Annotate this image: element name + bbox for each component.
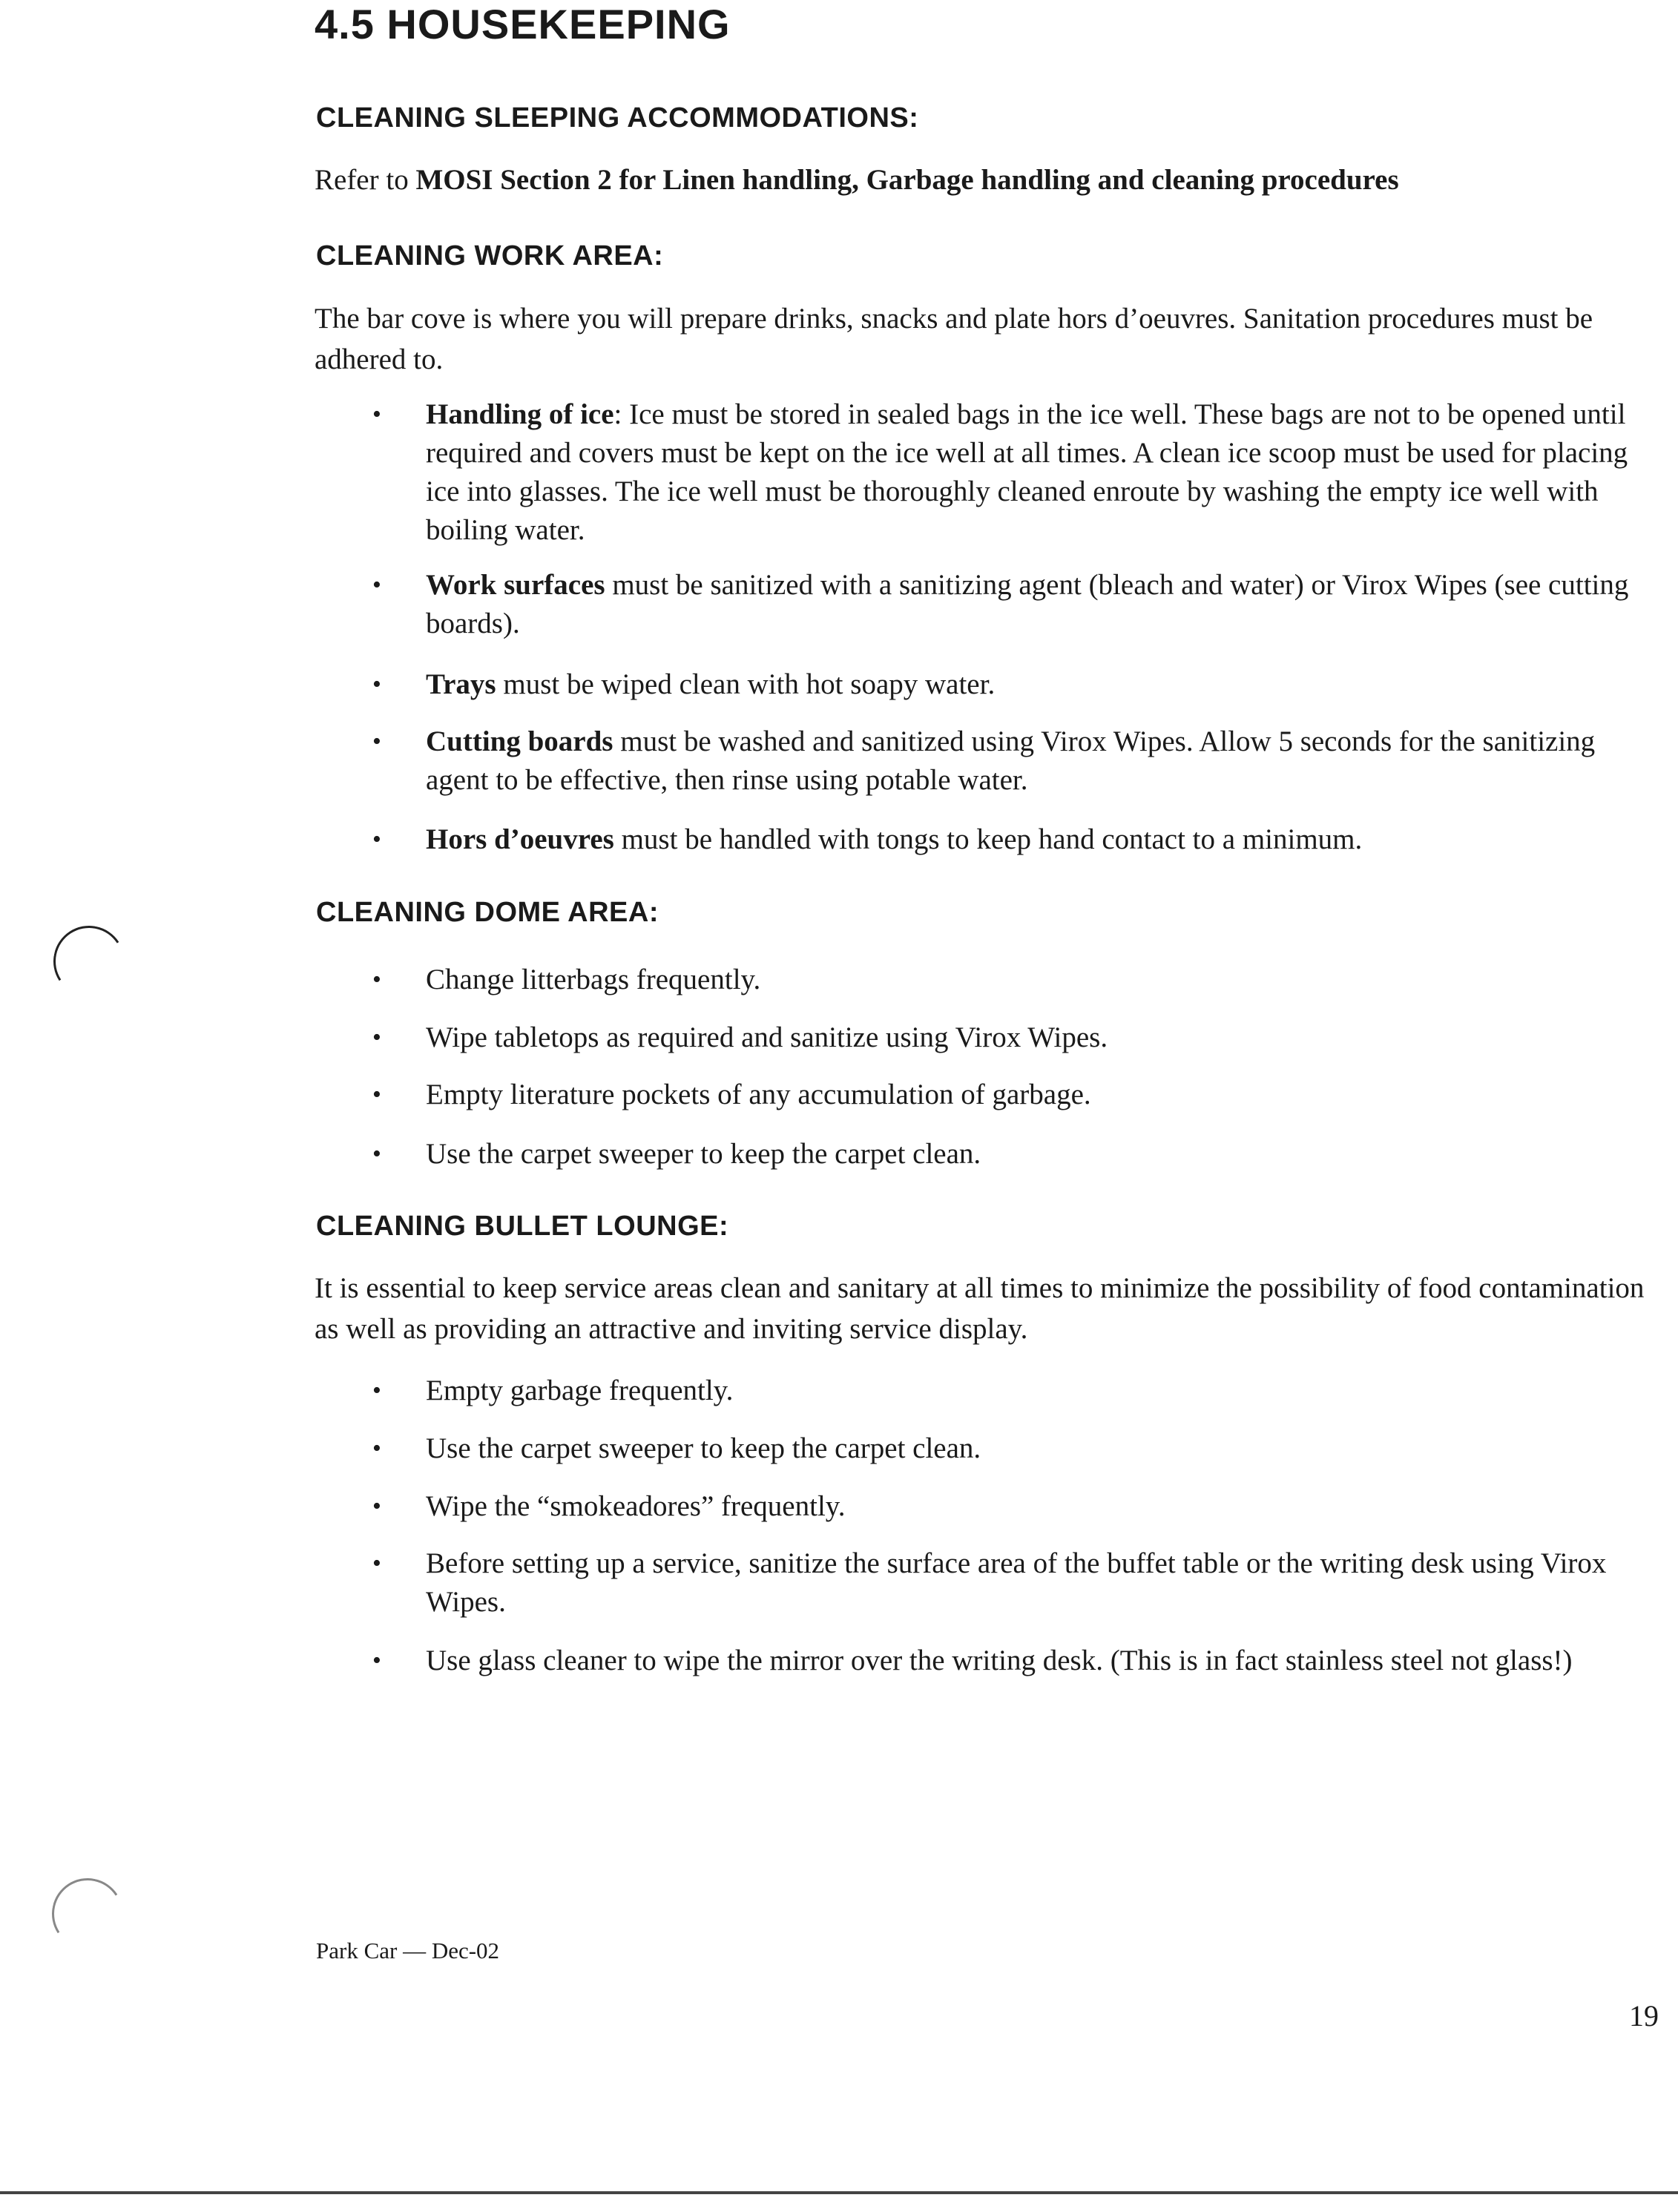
binder-hole-arc-icon (47, 919, 131, 1004)
bullet-dot: • (372, 1024, 381, 1051)
bullet-text: must be handled with tongs to keep hand contact to a minimum. (613, 823, 1363, 855)
bullet-item (372, 665, 1657, 704)
bullet-lead: Handling of ice (426, 398, 614, 430)
bullet-text: Before setting up a service, sanitize the surface area of the buffet table or the writing desk using Virox Wipes. (426, 1547, 1607, 1618)
bullet-dot: • (372, 571, 381, 599)
bullet-item (372, 820, 1657, 859)
bullet-item (372, 395, 1657, 550)
bullet-dot: • (372, 671, 381, 698)
bullet-item (372, 1018, 1657, 1057)
bullet-dot: • (372, 1081, 381, 1108)
bullet-item (372, 722, 1657, 800)
bullet-item (372, 566, 1657, 643)
page-footer: Park Car — Dec-02 (316, 1938, 500, 1964)
bullet-item (372, 1642, 1657, 1680)
bullet-text: Wipe tabletops as required and sanitize using Virox Wipes. (426, 1021, 1108, 1053)
bullet-item (372, 1372, 1657, 1410)
bullet-text: Empty garbage frequently. (426, 1375, 734, 1406)
section-para-bullet-lounge: It is essential to keep service areas clean and sanitary at all times to minimize the possibility of food contamination as well as providing an attractive and inviting service display. (315, 1272, 1645, 1345)
bullet-text: must be washed and sanitized using Virox Wipes. Allow 5 seconds for the sanitizing agent to be effective, then rinse using potable water. (426, 725, 1596, 796)
bullet-text: Wipe the “smokeadores” frequently. (426, 1490, 846, 1522)
bottom-rule (0, 2191, 1678, 2194)
bullet-dot: • (372, 1550, 381, 1577)
bullet-lead: Cutting boards (426, 725, 613, 757)
bullet-item (372, 961, 1657, 999)
section-para-sleeping (315, 159, 1650, 201)
bullet-dot: • (372, 1140, 381, 1168)
bullet-text: Use the carpet sweeper to keep the carpet clean. (426, 1138, 981, 1170)
section-heading-sleeping: CLEANING SLEEPING ACCOMMODATIONS: (316, 102, 919, 134)
bullet-item (372, 1544, 1657, 1622)
bullet-dot: • (372, 1435, 381, 1462)
para-prefix: Refer to (315, 164, 416, 196)
bullet-dot: • (372, 401, 381, 428)
bullet-text: Use glass cleaner to wipe the mirror over the writing desk. (This is in fact stainless steel not glass!) (426, 1645, 1573, 1676)
bullet-lead: Hors d’oeuvres (426, 823, 614, 855)
bullet-dot: • (372, 1647, 381, 1674)
page-number: 19 (1629, 1999, 1659, 2032)
para-bold-text: MOSI Section 2 for Linen handling, Garbage handling and cleaning procedures (415, 164, 1399, 196)
section-heading-bullet-lounge: CLEANING BULLET LOUNGE: (316, 1211, 729, 1242)
section-para-work-area: The bar cove is where you will prepare drinks, snacks and plate hors d’oeuvres. Sanitation procedures must be adhered to. (315, 303, 1593, 375)
bullet-text: Use the carpet sweeper to keep the carpet clean. (426, 1432, 981, 1464)
bullet-dot: • (372, 826, 381, 853)
bullet-lead: Trays (426, 668, 496, 700)
bullet-text: must be sanitized with a sanitizing agent (bleach and water) or Virox Wipes (see cutting boards). (426, 569, 1629, 639)
bullet-dot: • (372, 728, 381, 755)
bullet-item (372, 1429, 1657, 1468)
page-title: 4.5 HOUSEKEEPING (315, 1, 731, 47)
bullet-text: must be wiped clean with hot soapy water. (496, 668, 996, 700)
bullet-text: Change litterbags frequently. (426, 964, 761, 995)
bullet-dot: • (372, 1377, 381, 1404)
binder-hole-arc-icon (45, 1872, 130, 1956)
bullet-text: Empty literature pockets of any accumulation of garbage. (426, 1079, 1091, 1110)
bullet-lead: Work surfaces (426, 569, 605, 601)
bullet-item (372, 1487, 1657, 1526)
section-heading-dome-area: CLEANING DOME AREA: (316, 897, 659, 928)
bullet-item (372, 1135, 1657, 1174)
bullet-dot: • (372, 1492, 381, 1520)
bullet-text: : Ice must be stored in sealed bags in the ice well. These bags are not to be opened until required and covers must be kept on the ice well at all times. A clean ice scoop must be used for placing ice into glasses. The ice well must be thoroughly cleaned enroute by washing the empty ice well with boiling water. (426, 398, 1628, 546)
section-heading-work-area: CLEANING WORK AREA: (316, 240, 664, 271)
bullet-dot: • (372, 966, 381, 993)
bullet-item (372, 1076, 1657, 1114)
